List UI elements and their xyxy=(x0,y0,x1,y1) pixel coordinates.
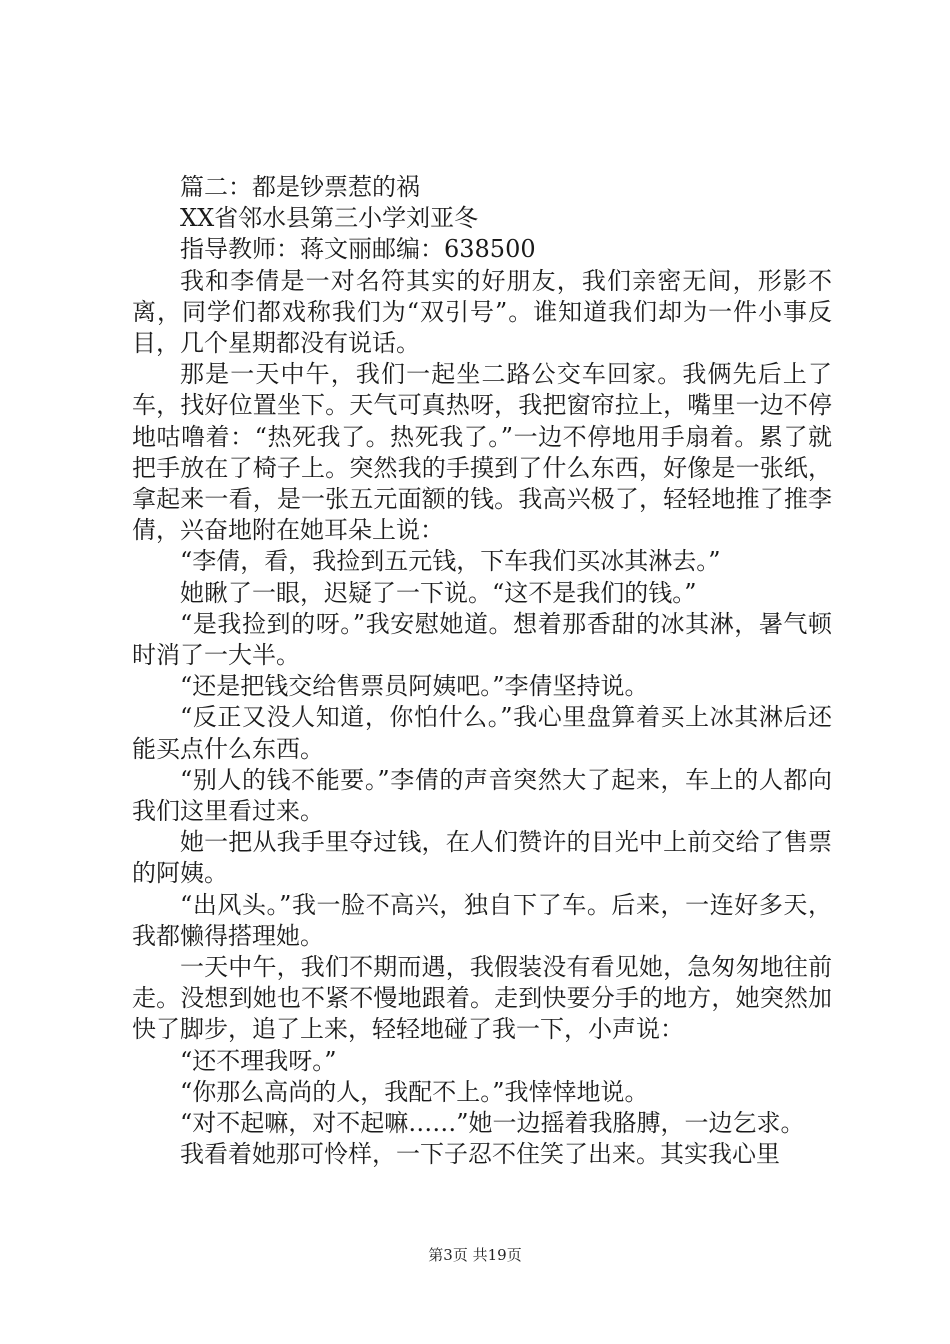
paragraph: “你那么高尚的人，我配不上。”我悻悻地说。 xyxy=(180,1077,649,1106)
paragraph: “反正又没人知道，你怕什么。”我心里盘算着买上冰其淋后还能买点什么东西。 xyxy=(132,703,832,763)
paragraph: 她一把从我手里夺过钱，在人们赞许的目光中上前交给了售票的阿姨。 xyxy=(132,828,832,888)
author-line: XX省邻水县第三小学刘亚冬 xyxy=(180,204,479,233)
paragraph: 她瞅了一眼，迟疑了一下说。“这不是我们的钱。” xyxy=(180,578,697,607)
paragraph: “还是把钱交给售票员阿姨吧。”李倩坚持说。 xyxy=(180,672,649,701)
document-body xyxy=(132,172,832,1171)
paragraph: “对不起嘛，对不起嘛……”她一边摇着我胳膊，一边乞求。 xyxy=(180,1109,805,1138)
paragraph: “还不理我呀。” xyxy=(180,1046,337,1075)
paragraph: 我看着她那可怜样，一下子忍不住笑了出来。其实我心里 xyxy=(180,1140,780,1169)
page-number: 第3页 共19页 xyxy=(428,1246,522,1264)
teacher-line: 指导教师：蒋文丽邮编：638500 xyxy=(180,235,536,264)
paragraph: “是我捡到的呀。”我安慰她道。想着那香甜的冰其淋，暑气顿时消了一大半。 xyxy=(132,609,832,670)
paragraph: “别人的钱不能要。”李倩的声音突然大了起来，车上的人都向我们这里看过来。 xyxy=(132,765,832,826)
paragraph: 那是一天中午，我们一起坐二路公交车回家。我俩先后上了车，找好位置坐下。天气可真热呀，我把窗帘拉上，嘴里一边不停地咕噜着：“热死我了。热死我了。”一边不停地用手扇着。累了就把手放在了椅子上。突然我的手摸到了什么东西，好像是一张纸，拿起来一看，是一张五元面额的钱。我高兴极了，轻轻地推了推李倩，兴奋地附在她耳朵上说： xyxy=(132,360,832,545)
paragraph: 一天中午，我们不期而遇，我假装没有看见她，急匆匆地往前走。没想到她也不紧不慢地跟着。走到快要分手的地方，她突然加快了脚步，追了上来，轻轻地碰了我一下，小声说： xyxy=(132,953,832,1044)
paragraph: “李倩，看，我捡到五元钱，下车我们买冰其淋去。” xyxy=(180,547,721,576)
paragraph: 我和李倩是一对名符其实的好朋友，我们亲密无间，形影不离，同学们都戏称我们为“双引号”。谁知道我们却为一件小事反目，几个星期都没有说话。 xyxy=(132,266,832,358)
paragraph: “出风头。”我一脸不高兴，独自下了车。后来，一连好多天，我都懒得搭理她。 xyxy=(132,890,832,950)
section-title: 篇二：都是钞票惹的祸 xyxy=(180,173,420,201)
